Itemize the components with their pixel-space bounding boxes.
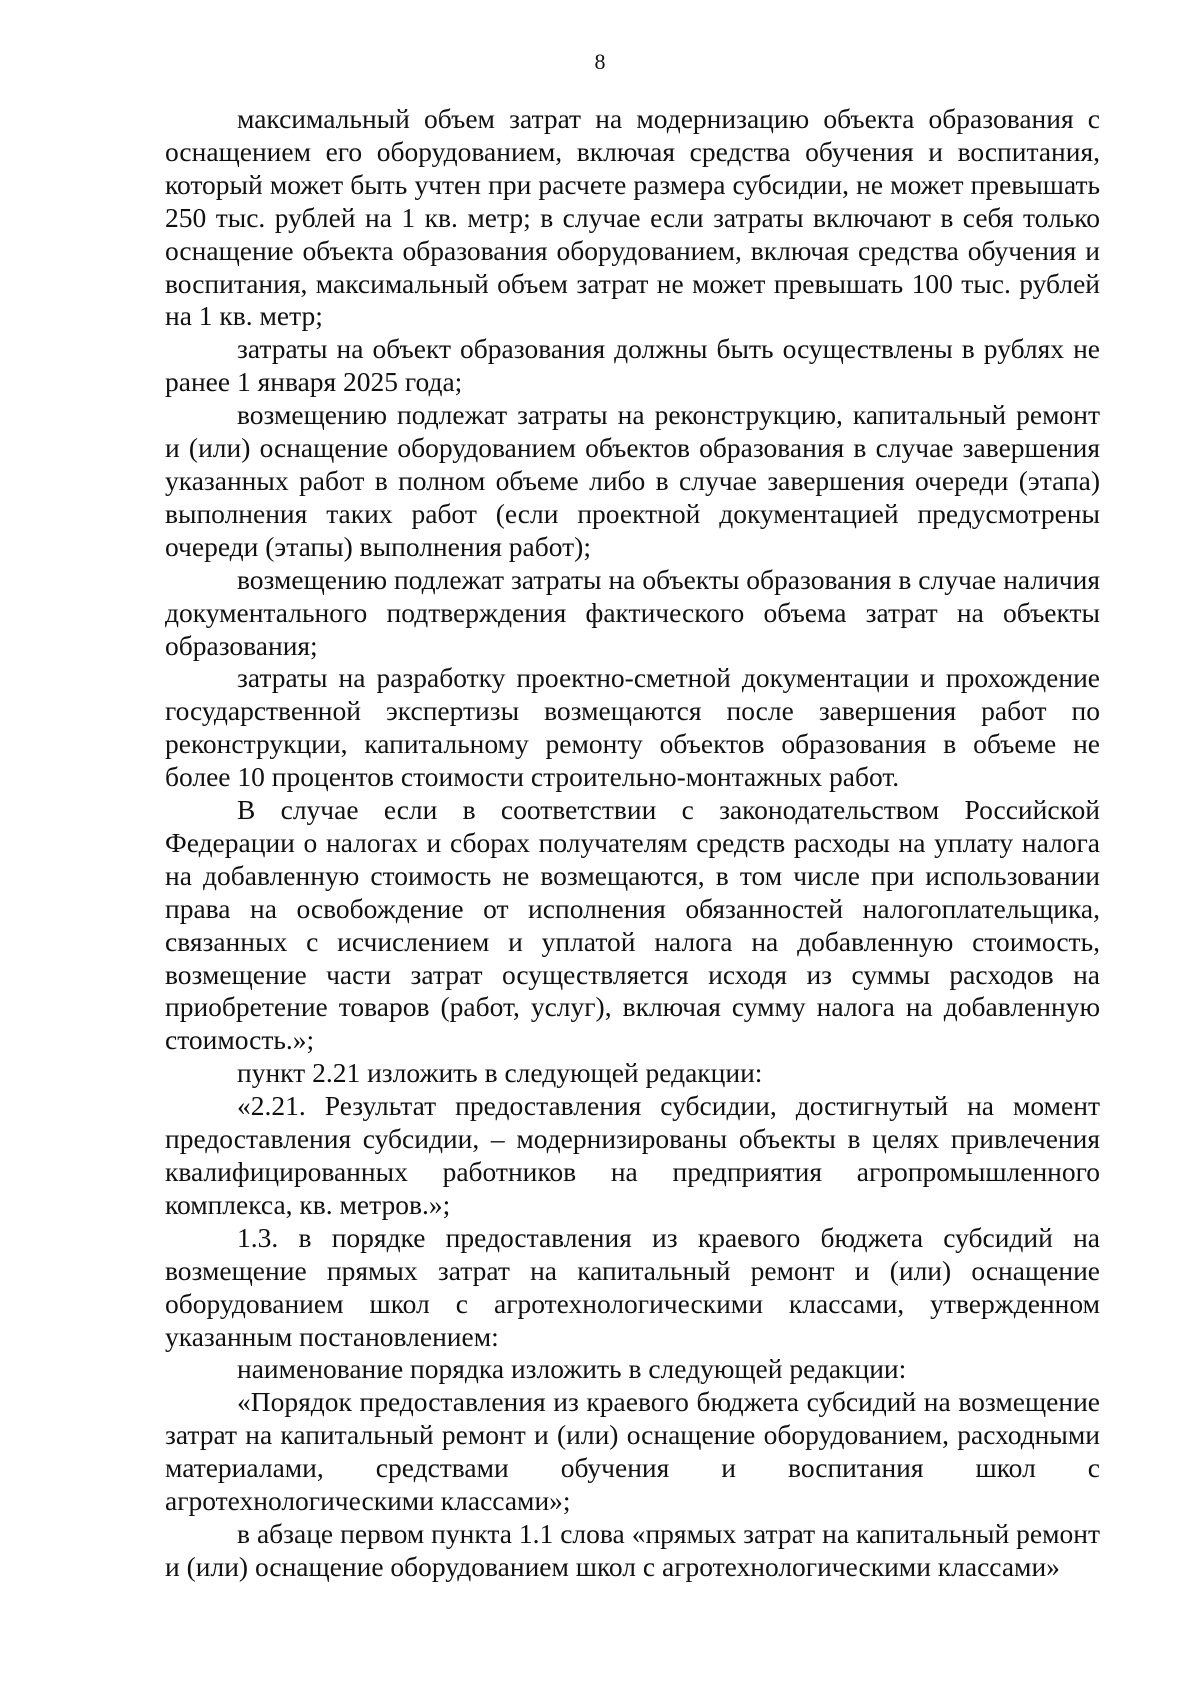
page-number: 8 — [594, 49, 606, 74]
document-body — [165, 103, 1100, 1584]
paragraph-item-2-21-intro: пункт 2.21 изложить в следующей редакции: — [237, 1057, 763, 1089]
paragraph-reimbursement-completion: возмещению подлежат затраты на реконструкцию, капитальный ремонт и (или) оснащение оборудованием объектов образования в случае завершения указанных работ в полном объеме либо в случае завершения очереди (этапа) выполнения таких работ (если проектной документацией предусмотрены очереди (этапы) выполнения работ); — [165, 399, 1100, 562]
paragraph-order-name-text: «Порядок предоставления из краевого бюджета субсидий на возмещение затрат на капитальный ремонт и (или) оснащение оборудованием, расходными материалами, средствами обучения и воспитания школ с агротехнологическими классами»; — [165, 1386, 1100, 1517]
paragraph-item-2-21-text: «2.21. Результат предоставления субсидии, достигнутый на момент предоставления субсидии, – модернизированы объекты в целях привлечения квалифицированных работников на предприятия агропромышленного комплекса, кв. метров.»; — [165, 1090, 1100, 1220]
paragraph-vat: В случае если в соответствии с законодательством Российской Федерации о налогах и сборах получателям средств расходы на уплату налога на добавленную стоимость не возмещаются, в том числе при использовании права на освобождение от исполнения обязанностей налогоплательщика, связанных с исчислением и уплатой налога на добавленную стоимость, возмещение части затрат осуществляется исходя из суммы расходов на приобретение товаров (работ, услуг), включая сумму налога на добавленную стоимость.»; — [165, 794, 1100, 1056]
paragraph-costs-date: затраты на объект образования должны быть осуществлены в рублях не ранее 1 января 2025 года; — [165, 333, 1100, 398]
paragraph-item-1-1-words: в абзаце первом пункта 1.1 слова «прямых затрат на капитальный ремонт и (или) оснащение оборудованием школ с агротехнологическими классами» — [165, 1517, 1100, 1582]
paragraph-design-costs: затраты на разработку проектно-сметной документации и прохождение государственной экспертизы возмещаются после завершения работ по реконструкции, капитальному ремонту объектов образования в объеме не более 10 процентов стоимости строительно-монтажных работ. — [165, 662, 1100, 793]
paragraph-max-costs: максимальный объем затрат на модернизацию объекта образования с оснащением его оборудованием, включая средства обучения и воспитания, который может быть учтен при расчете размера субсидии, не может превышать 250 тыс. рублей на 1 кв. метр; в случае если затраты включают в себя только оснащение объекта образования оборудованием, включая средства обучения и воспитания, максимальный объем затрат не может превышать 100 тыс. рублей на 1 кв. метр; — [165, 103, 1100, 332]
paragraph-section-1-3: 1.3. в порядке предоставления из краевого бюджета субсидий на возмещение прямых затрат на капитальный ремонт и (или) оснащение оборудованием школ с агротехнологическими классами, утвержденном указанным постановлением: — [165, 1221, 1100, 1352]
paragraph-order-name-intro: наименование порядка изложить в следующей редакции: — [237, 1353, 907, 1385]
paragraph-reimbursement-documentation: возмещению подлежат затраты на объекты образования в случае наличия документального подтверждения фактического объема затрат на объекты образования; — [165, 563, 1100, 661]
